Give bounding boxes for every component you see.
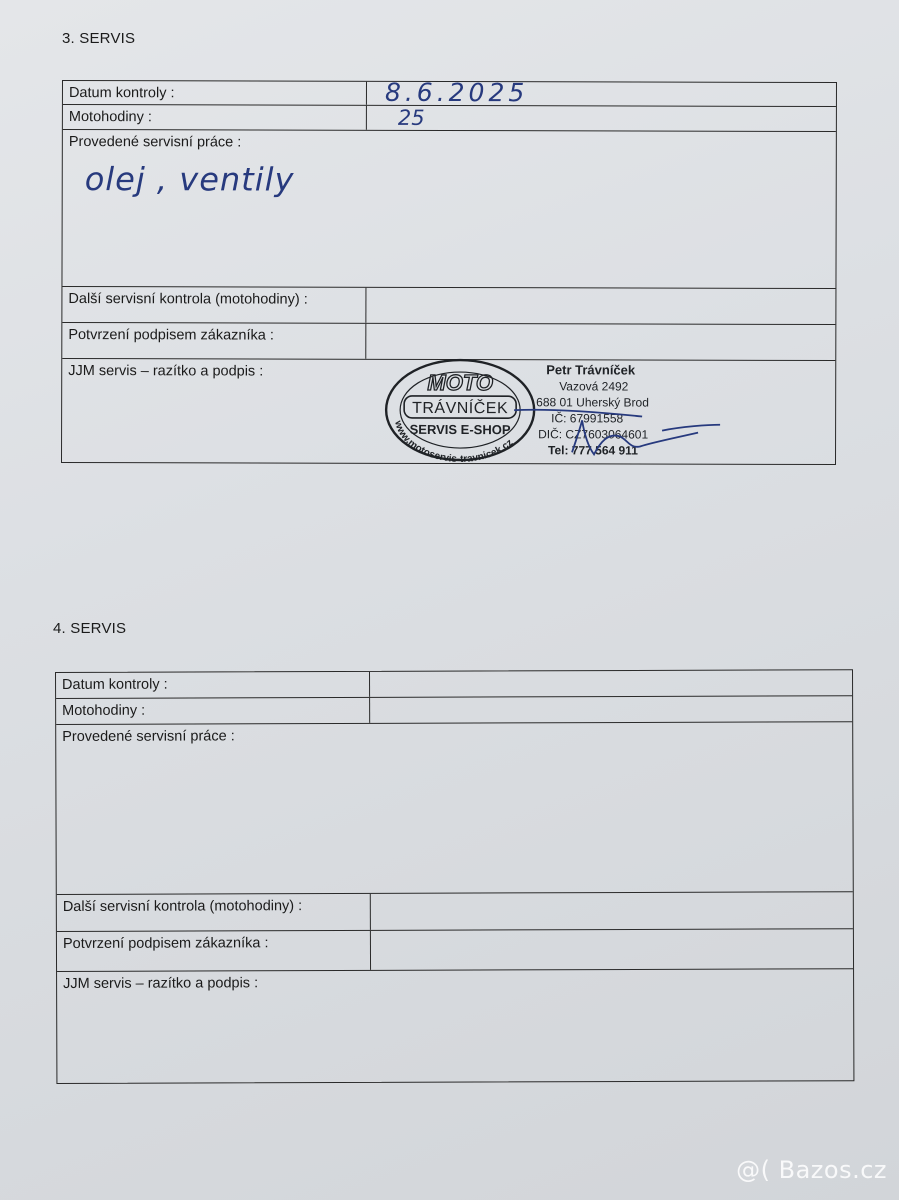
stamp-ic: IČ: 67991558 [551,411,624,426]
form3-row-dalsi [62,287,835,325]
form3-label-motohodiny: Motohodiny : [68,109,152,126]
form3-row-motohodiny [63,105,836,132]
form4-row-potvrzeni [57,929,853,972]
form4-heading: 4. SERVIS [53,620,127,637]
form4-divider [369,698,370,723]
stamp-logo-url: www.motoservis-travnicek.cz [392,419,516,465]
stamp-name: Petr Trávníček [546,362,636,378]
form3-row-prace [62,130,835,289]
form3-divider [366,82,367,105]
form3-divider [366,106,367,130]
form3-value-datum[interactable]: 8.6.2025 [384,77,529,108]
form3-divider [365,288,366,323]
stamp-tel: Tel: 777 564 911 [548,443,638,458]
stamp-street: Vazová 2492 [559,379,629,394]
form3-table [61,77,837,465]
form4-divider [369,672,370,697]
form3-divider [365,324,366,359]
form4-row-razitko [57,969,853,1084]
stamp-logo-eshop: SERVIS E-SHOP [409,421,511,438]
form4-row-datum [56,670,852,699]
form3-label-razitko: JJM servis – razítko a podpis : [68,363,264,380]
form4-row-prace [56,722,853,895]
form3-label-potvrzeni: Potvrzení podpisem zákazníka : [68,327,274,344]
form3-row-datum [63,77,836,108]
form4-label-dalsi: Další servisní kontrola (motohodiny) : [62,898,303,915]
form4-table [55,669,854,1084]
form3-row-razitko [62,359,835,465]
form3-label-datum: Datum kontroly : [68,85,175,102]
bazos-watermark: @( Bazos.cz [736,1156,887,1184]
stamp-logo-travnicek: TRÁVNÍČEK [412,399,509,418]
form3-value-motohodiny[interactable]: 25 [397,105,425,130]
signature [512,402,722,463]
stamp-logo-moto: MOTO [427,369,494,396]
stamp-city: 688 01 Uherský Brod [536,395,649,410]
form4-label-potvrzeni: Potvrzení podpisem zákazníka : [62,935,269,952]
form4-label-motohodiny: Motohodiny : [62,702,146,719]
form3-heading: 3. SERVIS [62,30,136,47]
form4-divider [370,894,371,930]
form3-label-dalsi: Další servisní kontrola (motohodiny) : [68,291,308,308]
form4-row-motohodiny [56,696,852,725]
form4-divider [370,931,371,970]
form4-label-datum: Datum kontroly : [62,676,168,693]
stamp-dic: DIČ: CZ7603064601 [538,427,649,442]
form4-label-razitko: JJM servis – razítko a podpis : [63,975,259,992]
form3-label-prace: Provedené servisní práce : [68,134,242,151]
form4-row-dalsi [57,892,853,932]
form3-value-prace[interactable]: olej , ventily [84,160,295,199]
form4-label-prace: Provedené servisní práce : [62,728,235,745]
